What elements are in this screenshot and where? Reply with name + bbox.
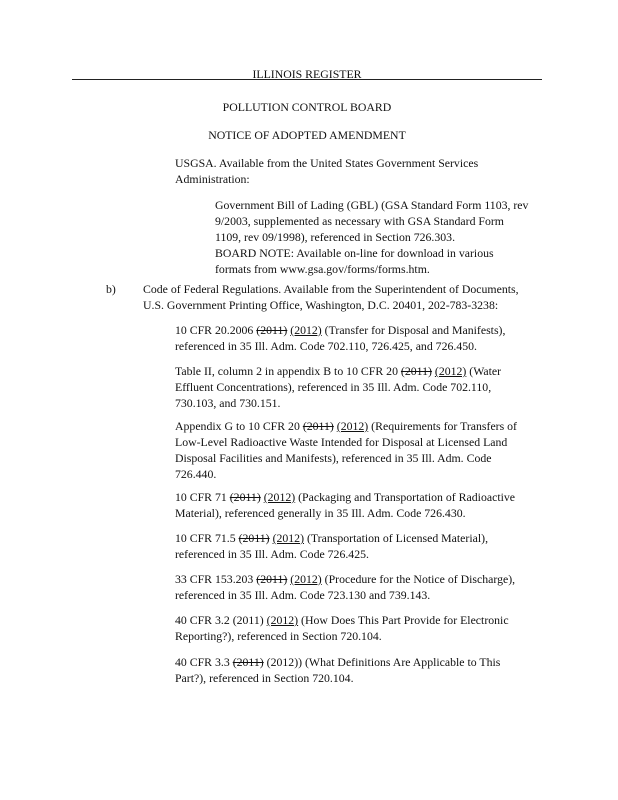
cfr-entry-appendix-g: Appendix G to 10 CFR 20 (2011) (2012) (Requirements for Transfers of Low-Level Radioactive Waste Intended for Disposal at Licensed Land Disposal Facilities and Manifests), referenced in 35 Ill. Adm. Code 726.440. bbox=[175, 419, 517, 481]
cfr-entry-40cfr3-2: 40 CFR 3.2 (2011) (2012) (How Does This Part Provide for Electronic Reporting?), referenced in Section 720.104. bbox=[175, 613, 509, 643]
cfr-entry-table-ii: Table II, column 2 in appendix B to 10 CFR 20 (2011) (2012) (Water Effluent Concentrations), referenced in 35 Ill. Adm. Code 702.110, 730.103, and 730.151. bbox=[175, 364, 502, 410]
register-title: ILLINOIS REGISTER bbox=[252, 67, 362, 81]
cfr-entry-33cfr153: 33 CFR 153.203 (2011) (2012) (Procedure for the Notice of Discharge), referenced in 35 Ill. Adm. Code 723.130 and 739.143. bbox=[175, 572, 516, 602]
struck-year: (2011) bbox=[256, 323, 288, 337]
cfr-entry-10cfr71: 10 CFR 71 (2011) (2012) (Packaging and Transportation of Radioactive Material), referenced generally in 35 Ill. Adm. Code 726.430. bbox=[175, 490, 516, 520]
section-b-text: Code of Federal Regulations. Available from the Superintendent of Documents, U.S. Government Printing Office, Washington, D.C. 20401, 202-783-3238: bbox=[143, 282, 519, 312]
cfr-entry-10cfr20-2006: 10 CFR 20.2006 (2011) (2012) (Transfer for Disposal and Manifests), referenced in 35 Ill. Adm. Code 702.110, 726.425, and 726.450. bbox=[175, 323, 506, 353]
inserted-year: (2012) bbox=[266, 613, 299, 627]
usgsa-lead: USGSA. Available from the United States Government Services Administration: bbox=[175, 156, 479, 186]
struck-year: (2011) bbox=[229, 490, 261, 504]
inserted-year: (2012) bbox=[434, 364, 467, 378]
inserted-year: (2012) bbox=[290, 572, 322, 586]
inserted-year: (2012) bbox=[290, 323, 322, 337]
struck-year: (2011) bbox=[302, 419, 334, 433]
header-rule bbox=[72, 79, 542, 80]
inserted-year: (2012) bbox=[272, 531, 305, 545]
notice-title: NOTICE OF ADOPTED AMENDMENT bbox=[208, 128, 406, 142]
struck-year: (2011) bbox=[232, 655, 264, 669]
struck-year: (2011) bbox=[400, 364, 432, 378]
gbl-entry: Government Bill of Lading (GBL) (GSA Standard Form 1103, rev 9/2003, supplemented as necessary with GSA Standard Form 1109, rev 09/1998), referenced in Section 726.303. BOARD NOTE: Available on-line for download in various formats from www.gsa.gov/forms/forms.htm. bbox=[215, 197, 555, 277]
cfr-entry-10cfr71-5: 10 CFR 71.5 (2011) (2012) (Transportation of Licensed Material), referenced in 35 Ill. Adm. Code 726.425. bbox=[175, 531, 489, 561]
inserted-year: (2012) bbox=[263, 490, 296, 504]
board-name: POLLUTION CONTROL BOARD bbox=[222, 100, 392, 114]
cfr-entry-40cfr3-3: 40 CFR 3.3 (2011) (2012)) (What Definitions Are Applicable to This Part?), referenced in Section 720.104. bbox=[175, 655, 501, 685]
inserted-year: (2012) bbox=[336, 419, 369, 433]
section-b-marker: b) bbox=[106, 282, 116, 296]
struck-year: (2011) bbox=[238, 531, 270, 545]
struck-year: (2011) bbox=[256, 572, 288, 586]
board-note: BOARD NOTE: Available on-line for download in various bbox=[215, 246, 494, 260]
